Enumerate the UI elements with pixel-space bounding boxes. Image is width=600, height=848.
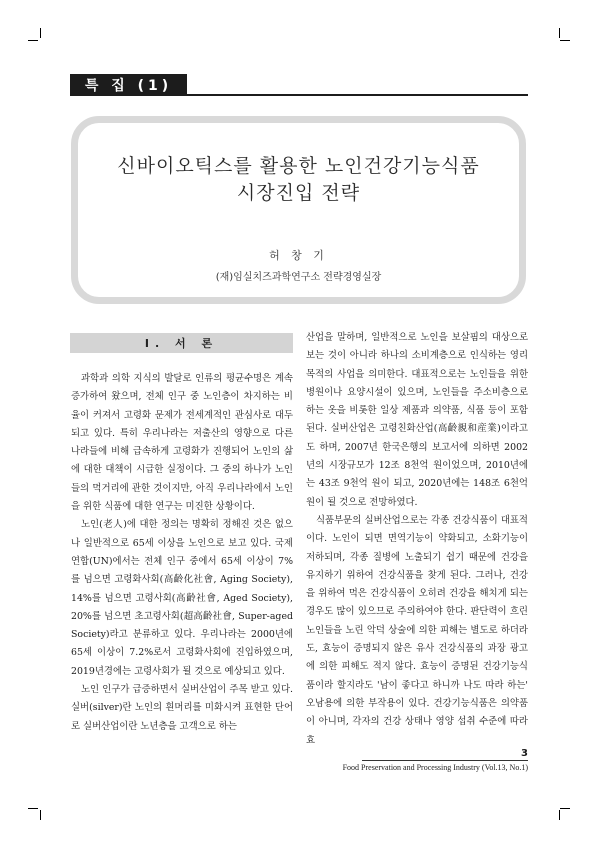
title-line-2: 시장진입 전략 — [236, 182, 361, 204]
crop-mark-bottom-right — [559, 810, 560, 820]
right-column — [306, 329, 528, 750]
page-number: 3 — [521, 748, 528, 759]
crop-mark-bottom-left — [40, 810, 41, 820]
left-column — [71, 370, 293, 736]
author-affiliation: (재)임실치즈과학연구소 전략경영실장 — [215, 272, 382, 283]
paragraph: 노인 인구가 급증하면서 실버산업이 주목 받고 있다. 실버(silver)란 노인의 흰머리를 미화시켜 표현한 단어로 실버산업이란 노년층을 고객으로 하는 — [71, 684, 293, 732]
crop-mark-bottom-left — [28, 808, 38, 809]
crop-mark-top-left — [28, 40, 38, 41]
section-tab: 특 집 (1) — [70, 74, 187, 96]
section-rule — [187, 94, 528, 96]
crop-mark-top-right — [560, 40, 570, 41]
journal-footer: Food Preservation and Processing Industry (Vol.13, No.1) — [342, 763, 528, 772]
paragraph: 노인(老人)에 대한 정의는 명확히 정해진 것은 없으나 일반적으로 65세 이상을 노인으로 보고 있다. 국제연합(UN)에서는 전체 인구 중에서 65세 이상이 7%를 넘으면 고령화사회(高齡化社會, Aging Society), 14%를 넘으면 고령사회(高齡社會, Aged Society), 20%를 넘으면 초고령사회(超高齡社會, Super-aged Society)라고 분류하고 있다. 우리나라는 2000년에 65세 이상이 7.2%로서 고령화사회에 진입하였으며, 2019년경에는 고령사회가 될 것으로 예상되고 있다. — [71, 519, 293, 677]
title-box — [71, 116, 526, 304]
crop-mark-bottom-right — [560, 808, 570, 809]
article-title — [78, 153, 519, 207]
section-heading: Ⅰ. 서 론 — [70, 333, 293, 353]
crop-mark-top-right — [559, 28, 560, 38]
paragraph: 산업을 말하며, 일반적으로 노인을 보살핌의 대상으로 보는 것이 아니라 하나의 소비계층으로 인식하는 영리 목적의 사업을 의미한다. 대표적으로는 노인들을 위한 병원이나 요양시설이 있으며, 노인들을 주소비층으로 하는 옷을 비롯한 일상 제품과 의약품, 식품 등이 포함된다. 실버산업은 고령친화산업(高齡親和産業)이라고도 하며, 2007년 한국은행의 보고서에 의하면 2002년의 시장규모가 12조 8천억 원이었으며, 2010년에는 43조 9천억 원이 되고, 2020년에는 148조 6천억 원이 될 것으로 전망하였다. — [306, 332, 528, 508]
author-name: 허 창 기 — [269, 249, 328, 262]
paragraph: 식품부문의 실버산업으로는 각종 건강식품이 대표적이다. 노인이 되면 면역기능이 약화되고, 소화기능이 저하되며, 각종 질병에 노출되기 쉽기 때문에 건강을 유지하기 위하여 건강식품을 찾게 된다. 그러나, 건강을 위하여 먹은 건강식품이 오히려 건강을 해치게 되는 경우도 많이 있으므로 주의하여야 한다. 판단력이 흐린 노인들을 노린 악덕 상술에 의한 피해는 별도로 하더라도, 효능이 증명되지 않은 유사 건강식품의 과장 광고에 의한 피해도 적지 않다. 효능이 증명된 건강기능식품이라 할지라도 '남이 좋다고 하니까 나도 따라 하는' 오남용에 의한 부작용이 있다. 건강기능식품은 의약품이 아니며, 각자의 건강 상태나 영양 섭취 수준에 따라 효 — [306, 514, 528, 746]
title-line-1: 신바이오틱스를 활용한 노인건강기능식품 — [117, 155, 480, 177]
crop-mark-top-left — [40, 28, 41, 38]
paragraph: 과학과 의학 지식의 발달로 인류의 평균수명은 계속 증가하여 왔으며, 전체 인구 중 노인층이 차지하는 비율이 커져서 고령화 문제가 전세계적인 관심사로 대두되고 있다. 특히 우리나라는 저출산의 영향으로 다른 나라들에 비해 급속하게 고령화가 진행되어 노인의 삶에 대한 대책이 시급한 실정이다. 그 중의 하나가 노인들의 먹거리에 관한 것이지만, 아직 우리나라에서 노인을 위한 식품에 대한 연구는 미진한 상황이다. — [71, 373, 293, 513]
footer-rule — [362, 760, 528, 761]
